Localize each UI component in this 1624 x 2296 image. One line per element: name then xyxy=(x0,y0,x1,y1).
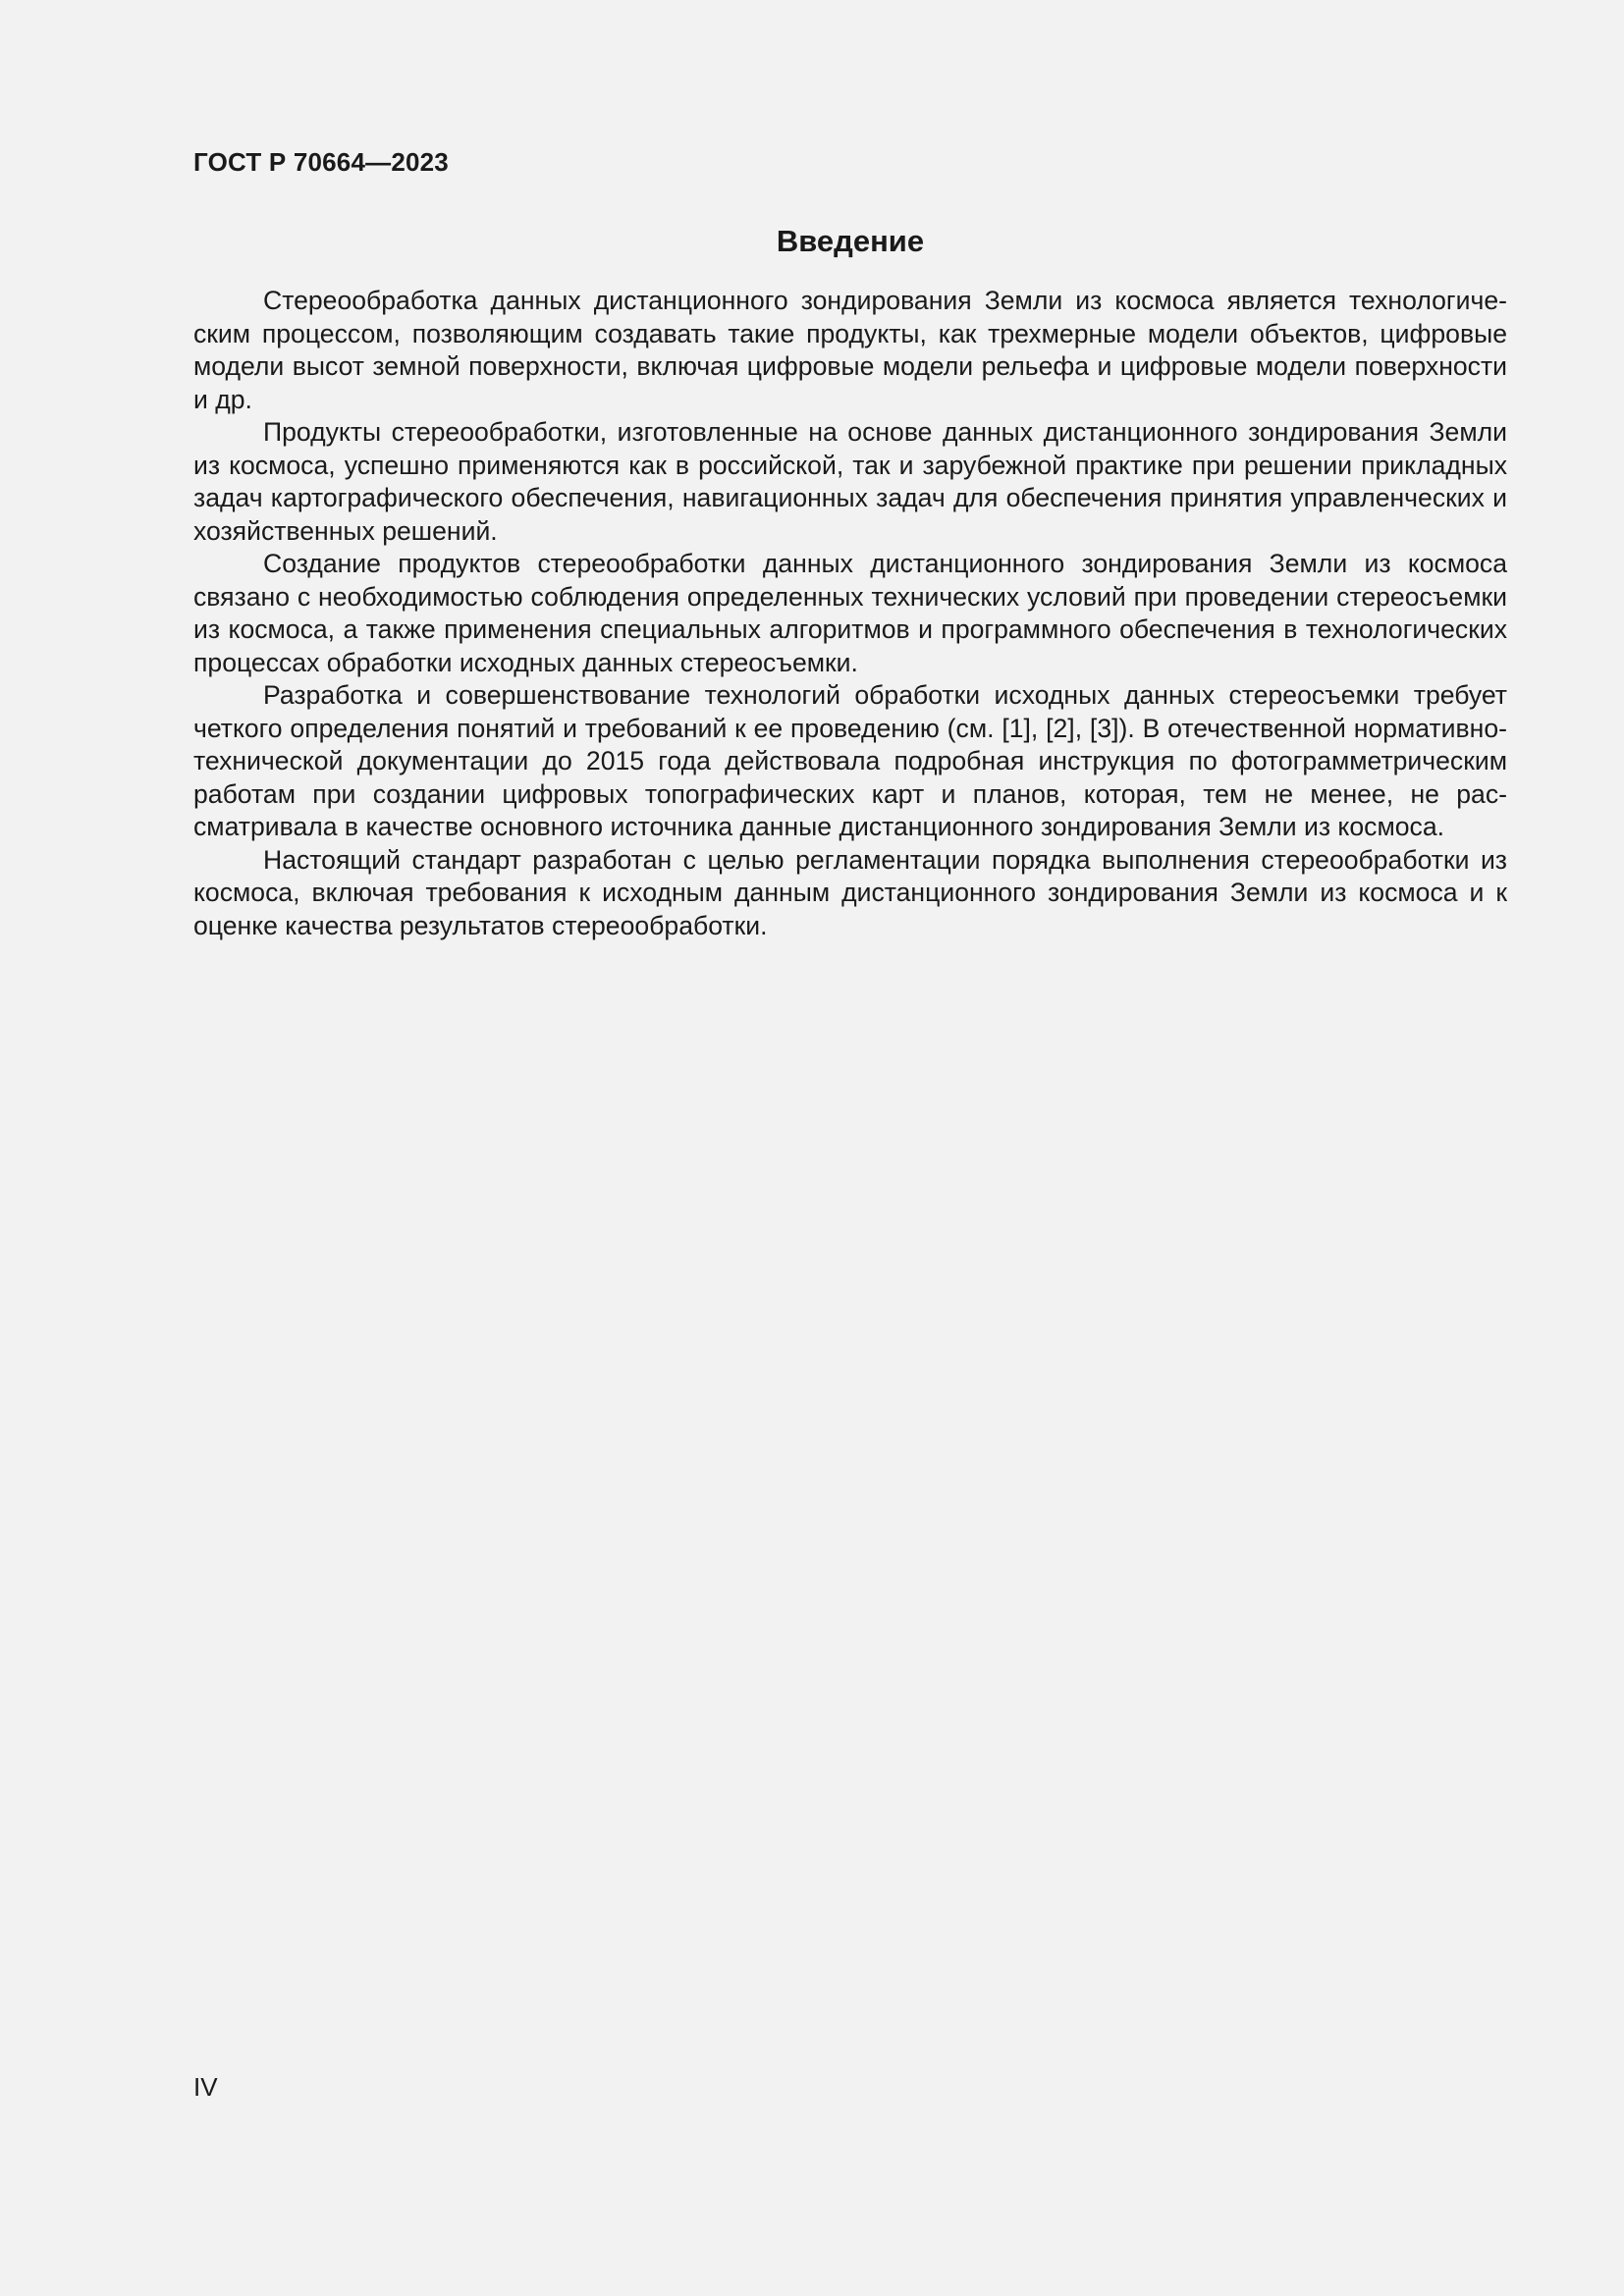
paragraph: Создание продуктов стереообработки данных дистанционного зондирования Земли из космоса связано с необходимостью соблюдения определенных технических условий при проведении стереосъемки из космоса, а также применения специальных алгоритмов и программного обеспечения в технологических процессах обработки исходных данных стереосъемки. xyxy=(193,549,1507,677)
paragraph: Стереообработка данных дистанционного зондирования Земли из космоса является технологическим процессом, позволяющим создавать такие продукты, как трехмерные модели объектов, цифровые модели высот земной поверхности, включая цифровые модели рельефа и цифровые модели поверхности и др. xyxy=(193,286,1507,414)
paragraph: Настоящий стандарт разработан с целью регламентации порядка выполнения стереообработки из космоса, включая требования к исходным данным дистанционного зондирования Земли из космоса и к оценке качества результатов стереообработки. xyxy=(193,844,1507,940)
section-body xyxy=(193,285,1507,942)
paragraph: Разработка и совершенствование технологий обработки исходных данных стереосъемки требует четкого определения понятий и требований к ее проведению (см. [1], [2], [3]). В отечественной нормативно-технической документации до 2015 года действовала подробная инструкция по фотограмметрическим работам при создании цифровых топографических карт и планов, которая, тем не менее, не рассматривала в качестве основного источника данные дистанционного зондирования Земли из космоса. xyxy=(193,680,1507,841)
document-code: ГОСТ Р 70664—2023 xyxy=(193,147,449,177)
paragraph: Продукты стереообработки, изготовленные на основе данных дистанционного зондирования Земли из космоса, успешно применяются как в российской, так и зарубежной практике при решении прикладных задач картографического обеспечения, навигационных задач для обеспечения принятия управленческих и хозяйственных решений. xyxy=(193,417,1507,546)
section-title: Введение xyxy=(776,224,925,258)
page-number: IV xyxy=(193,2072,218,2102)
